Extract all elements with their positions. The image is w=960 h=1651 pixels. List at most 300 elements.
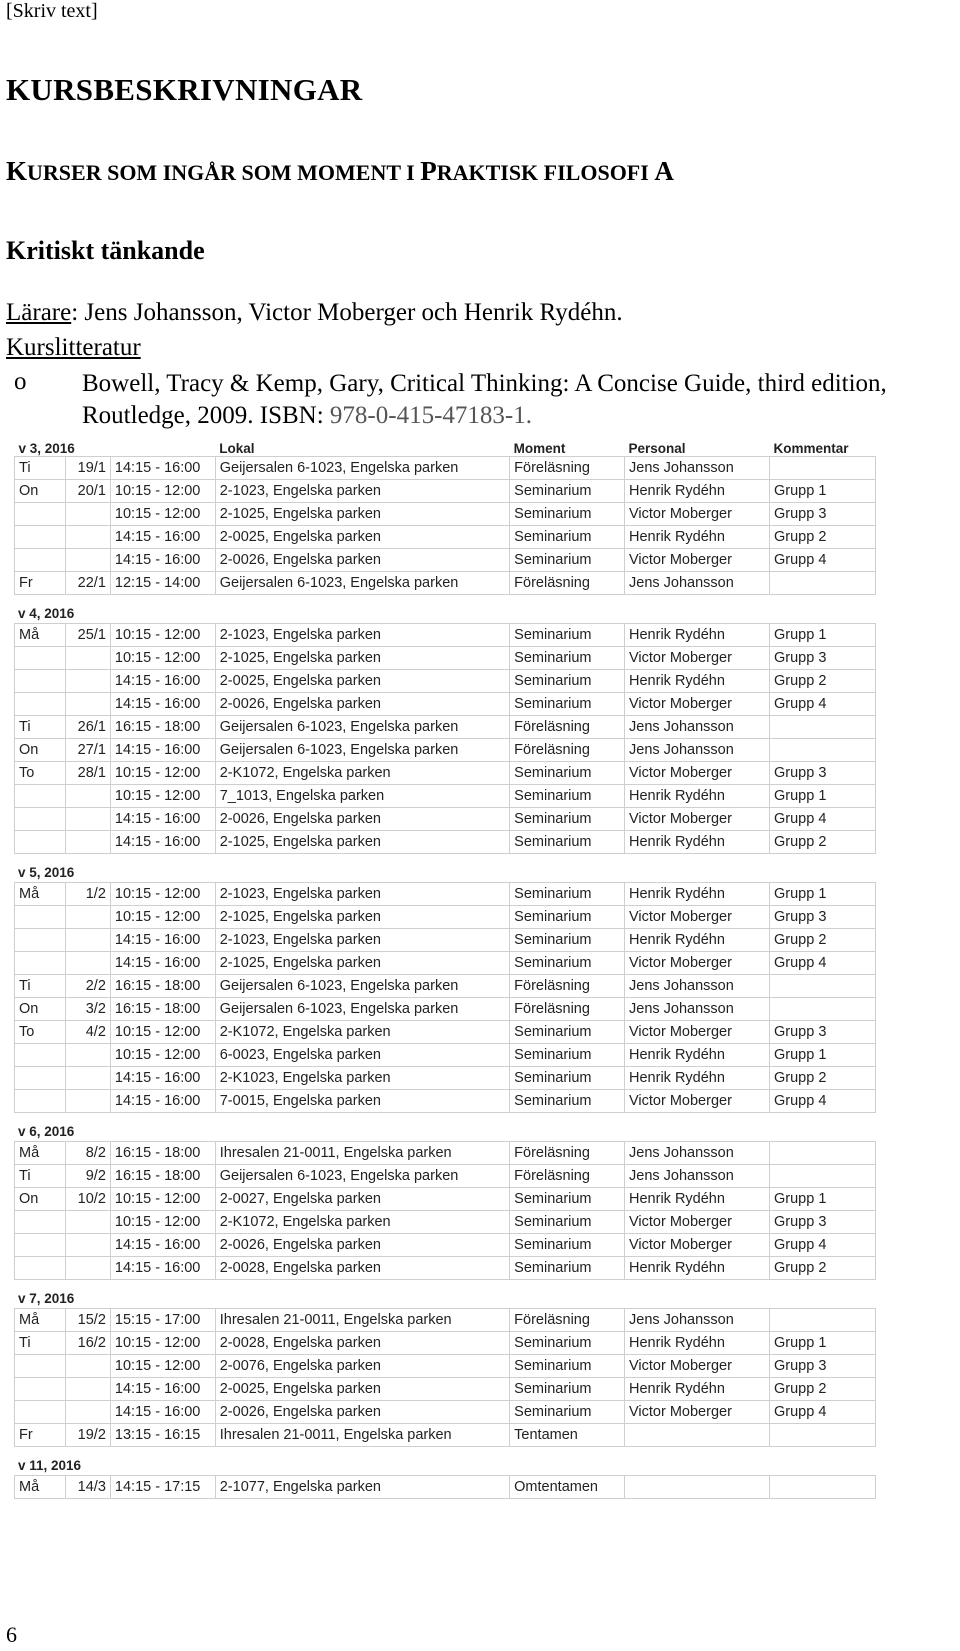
cell-staff: Jens Johansson xyxy=(625,1142,770,1165)
cell-room: 6-0023, Engelska parken xyxy=(215,1044,509,1067)
cell-time: 14:15 - 16:00 xyxy=(110,1401,215,1424)
table-row xyxy=(15,1378,876,1401)
cell-time: 14:15 - 16:00 xyxy=(110,1067,215,1090)
cell-comment: Grupp 2 xyxy=(770,831,876,854)
cell-staff: Victor Moberger xyxy=(625,503,770,526)
cell-time: 16:15 - 18:00 xyxy=(110,716,215,739)
cell-staff: Henrik Rydéhn xyxy=(625,1257,770,1280)
table-row xyxy=(15,647,876,670)
cell-time: 16:15 - 18:00 xyxy=(110,1165,215,1188)
cell-room: Ihresalen 21-0011, Engelska parken xyxy=(215,1309,509,1332)
subtitle-initial-k: K xyxy=(6,156,28,186)
cell-comment: Grupp 2 xyxy=(770,526,876,549)
cell-room: Geijersalen 6-1023, Engelska parken xyxy=(215,716,509,739)
cell-room: 2-1025, Engelska parken xyxy=(215,503,509,526)
header-cell: v 3, 2016 xyxy=(18,440,75,456)
cell-time: 16:15 - 18:00 xyxy=(110,1142,215,1165)
cell-room: Geijersalen 6-1023, Engelska parken xyxy=(215,457,509,480)
table-row xyxy=(15,998,876,1021)
cell-date xyxy=(66,1044,111,1067)
table-row xyxy=(15,1165,876,1188)
cell-room: 2-K1023, Engelska parken xyxy=(215,1067,509,1090)
cell-staff: Victor Moberger xyxy=(625,1090,770,1113)
header-cell: Kommentar xyxy=(773,440,849,456)
table-row xyxy=(15,526,876,549)
cell-staff: Henrik Rydéhn xyxy=(625,526,770,549)
subtitle-initial-a: A xyxy=(654,156,674,186)
table-row xyxy=(15,480,876,503)
cell-staff: Victor Moberger xyxy=(625,952,770,975)
cell-comment xyxy=(770,1142,876,1165)
header-row xyxy=(15,440,876,457)
cell-time: 14:15 - 16:00 xyxy=(110,1090,215,1113)
cell-day: To xyxy=(15,762,66,785)
table-row xyxy=(15,831,876,854)
table-row xyxy=(15,693,876,716)
page-title: KURSBESKRIVNINGAR xyxy=(6,72,363,107)
cell-time: 12:15 - 14:00 xyxy=(110,572,215,595)
course-name: Kritiskt tänkande xyxy=(6,236,205,265)
cell-comment: Grupp 1 xyxy=(770,785,876,808)
cell-day: Ti xyxy=(15,716,66,739)
cell-room: 2-1025, Engelska parken xyxy=(215,647,509,670)
cell-time: 15:15 - 17:00 xyxy=(110,1309,215,1332)
cell-date: 26/1 xyxy=(66,716,111,739)
header-cell: Lokal xyxy=(219,440,255,456)
cell-date: 2/2 xyxy=(66,975,111,998)
cell-staff: Henrik Rydéhn xyxy=(625,785,770,808)
cell-staff: Victor Moberger xyxy=(625,693,770,716)
cell-staff: Jens Johansson xyxy=(625,1165,770,1188)
cell-comment xyxy=(770,457,876,480)
cell-day: Ti xyxy=(15,1332,66,1355)
cell-time: 10:15 - 12:00 xyxy=(110,624,215,647)
cell-room: 2-0026, Engelska parken xyxy=(215,549,509,572)
table-row xyxy=(15,624,876,647)
cell-moment: Seminarium xyxy=(510,952,625,975)
cell-day: Må xyxy=(15,883,66,906)
cell-day xyxy=(15,1355,66,1378)
cell-moment: Föreläsning xyxy=(510,716,625,739)
week-table xyxy=(14,1308,876,1447)
cell-moment: Seminarium xyxy=(510,883,625,906)
cell-date xyxy=(66,929,111,952)
cell-room: Geijersalen 6-1023, Engelska parken xyxy=(215,1165,509,1188)
cell-date: 19/1 xyxy=(66,457,111,480)
cell-room: Ihresalen 21-0011, Engelska parken xyxy=(215,1142,509,1165)
cell-moment: Seminarium xyxy=(510,1067,625,1090)
table-row xyxy=(15,1332,876,1355)
cell-date xyxy=(66,549,111,572)
schedule xyxy=(14,440,876,1499)
cell-room: 2-K1072, Engelska parken xyxy=(215,762,509,785)
table-row xyxy=(15,503,876,526)
cell-staff: Victor Moberger xyxy=(625,1211,770,1234)
cell-date xyxy=(66,693,111,716)
cell-moment: Föreläsning xyxy=(510,572,625,595)
cell-time: 16:15 - 18:00 xyxy=(110,975,215,998)
subtitle-part-1: URSER SOM INGÅR SOM MOMENT I xyxy=(27,160,421,185)
cell-staff: Victor Moberger xyxy=(625,808,770,831)
cell-time: 14:15 - 16:00 xyxy=(110,693,215,716)
cell-time: 16:15 - 18:00 xyxy=(110,998,215,1021)
cell-day: Må xyxy=(15,1142,66,1165)
cell-staff xyxy=(625,1476,770,1499)
table-row xyxy=(15,785,876,808)
cell-moment: Föreläsning xyxy=(510,739,625,762)
table-row xyxy=(15,883,876,906)
section-subtitle xyxy=(6,156,674,187)
cell-day xyxy=(15,929,66,952)
cell-moment: Seminarium xyxy=(510,906,625,929)
cell-comment: Grupp 1 xyxy=(770,1044,876,1067)
cell-room: 7-0015, Engelska parken xyxy=(215,1090,509,1113)
week-label: v 6, 2016 xyxy=(18,1124,75,1139)
cell-day: Ti xyxy=(15,1165,66,1188)
cell-moment: Seminarium xyxy=(510,762,625,785)
cell-staff: Jens Johansson xyxy=(625,739,770,762)
subtitle-initial-p: P xyxy=(420,156,437,186)
cell-comment: Grupp 4 xyxy=(770,808,876,831)
literature-entry xyxy=(82,368,957,432)
cell-moment: Omtentamen xyxy=(510,1476,625,1499)
table-row xyxy=(15,1355,876,1378)
cell-staff: Jens Johansson xyxy=(625,998,770,1021)
cell-date xyxy=(66,647,111,670)
cell-time: 14:15 - 16:00 xyxy=(110,1234,215,1257)
cell-day xyxy=(15,1234,66,1257)
table-row xyxy=(15,1142,876,1165)
cell-date: 4/2 xyxy=(66,1021,111,1044)
cell-room: 2-0028, Engelska parken xyxy=(215,1257,509,1280)
literature-isbn: 978-0-415-47183-1. xyxy=(329,402,532,429)
cell-date xyxy=(66,785,111,808)
cell-time: 10:15 - 12:00 xyxy=(110,906,215,929)
cell-comment: Grupp 3 xyxy=(770,503,876,526)
cell-comment: Grupp 2 xyxy=(770,1378,876,1401)
cell-comment: Grupp 3 xyxy=(770,1355,876,1378)
cell-date xyxy=(66,906,111,929)
week-table xyxy=(14,882,876,1113)
cell-comment: Grupp 4 xyxy=(770,1234,876,1257)
cell-comment: Grupp 1 xyxy=(770,624,876,647)
cell-comment: Grupp 3 xyxy=(770,1021,876,1044)
cell-moment: Seminarium xyxy=(510,1188,625,1211)
cell-comment: Grupp 1 xyxy=(770,480,876,503)
cell-day: Ti xyxy=(15,457,66,480)
cell-day: On xyxy=(15,739,66,762)
cell-date: 3/2 xyxy=(66,998,111,1021)
literature-text: Bowell, Tracy & Kemp, Gary, Critical Thinking: A Concise Guide, third edition, Routledge, 2009. ISBN: xyxy=(82,370,887,429)
cell-comment: Grupp 2 xyxy=(770,1257,876,1280)
cell-date xyxy=(66,670,111,693)
cell-day: On xyxy=(15,480,66,503)
cell-time: 10:15 - 12:00 xyxy=(110,1211,215,1234)
cell-room: 2-0025, Engelska parken xyxy=(215,670,509,693)
cell-room: 2-1025, Engelska parken xyxy=(215,831,509,854)
table-row xyxy=(15,549,876,572)
cell-moment: Föreläsning xyxy=(510,457,625,480)
cell-day: On xyxy=(15,1188,66,1211)
cell-room: Geijersalen 6-1023, Engelska parken xyxy=(215,998,509,1021)
cell-moment: Seminarium xyxy=(510,480,625,503)
cell-day: To xyxy=(15,1021,66,1044)
cell-comment: Grupp 1 xyxy=(770,883,876,906)
cell-moment: Seminarium xyxy=(510,1234,625,1257)
cell-date: 14/3 xyxy=(66,1476,111,1499)
cell-date: 25/1 xyxy=(66,624,111,647)
cell-time: 10:15 - 12:00 xyxy=(110,1044,215,1067)
teachers-label: Lärare xyxy=(6,299,72,326)
cell-day: Må xyxy=(15,1476,66,1499)
cell-day xyxy=(15,831,66,854)
cell-comment: Grupp 3 xyxy=(770,647,876,670)
cell-room: 2-1023, Engelska parken xyxy=(215,624,509,647)
cell-moment: Seminarium xyxy=(510,503,625,526)
cell-moment: Seminarium xyxy=(510,624,625,647)
cell-comment: Grupp 1 xyxy=(770,1332,876,1355)
table-row xyxy=(15,739,876,762)
cell-room: Ihresalen 21-0011, Engelska parken xyxy=(215,1424,509,1447)
cell-room: 2-1023, Engelska parken xyxy=(215,480,509,503)
cell-moment: Seminarium xyxy=(510,1378,625,1401)
table-row xyxy=(15,906,876,929)
cell-moment: Seminarium xyxy=(510,526,625,549)
cell-staff: Henrik Rydéhn xyxy=(625,1188,770,1211)
cell-room: 2-0026, Engelska parken xyxy=(215,1234,509,1257)
cell-date xyxy=(66,526,111,549)
cell-comment: Grupp 3 xyxy=(770,1211,876,1234)
cell-staff: Henrik Rydéhn xyxy=(625,1378,770,1401)
cell-moment: Föreläsning xyxy=(510,975,625,998)
week-label: v 5, 2016 xyxy=(18,865,75,880)
cell-staff: Jens Johansson xyxy=(625,716,770,739)
cell-date xyxy=(66,952,111,975)
cell-staff: Jens Johansson xyxy=(625,457,770,480)
week-label: v 4, 2016 xyxy=(18,606,75,621)
cell-comment: Grupp 2 xyxy=(770,1067,876,1090)
cell-room: 2-1077, Engelska parken xyxy=(215,1476,509,1499)
cell-day xyxy=(15,1090,66,1113)
week-table xyxy=(14,623,876,854)
cell-day: Må xyxy=(15,1309,66,1332)
cell-staff xyxy=(625,1424,770,1447)
cell-comment: Grupp 1 xyxy=(770,1188,876,1211)
cell-room: 2-K1072, Engelska parken xyxy=(215,1021,509,1044)
cell-comment xyxy=(770,739,876,762)
cell-staff: Henrik Rydéhn xyxy=(625,480,770,503)
cell-date: 15/2 xyxy=(66,1309,111,1332)
cell-staff: Henrik Rydéhn xyxy=(625,670,770,693)
cell-date xyxy=(66,1067,111,1090)
cell-comment xyxy=(770,1424,876,1447)
cell-day xyxy=(15,503,66,526)
cell-date: 9/2 xyxy=(66,1165,111,1188)
cell-comment xyxy=(770,716,876,739)
table-row xyxy=(15,1021,876,1044)
cell-day xyxy=(15,906,66,929)
cell-comment xyxy=(770,1165,876,1188)
cell-date xyxy=(66,1211,111,1234)
cell-moment: Föreläsning xyxy=(510,1309,625,1332)
cell-time: 14:15 - 16:00 xyxy=(110,526,215,549)
cell-time: 13:15 - 16:15 xyxy=(110,1424,215,1447)
cell-date: 16/2 xyxy=(66,1332,111,1355)
cell-comment xyxy=(770,1309,876,1332)
table-row xyxy=(15,975,876,998)
cell-time: 10:15 - 12:00 xyxy=(110,480,215,503)
table-row xyxy=(15,952,876,975)
cell-moment: Seminarium xyxy=(510,785,625,808)
cell-date: 27/1 xyxy=(66,739,111,762)
cell-moment: Seminarium xyxy=(510,1257,625,1280)
cell-room: 2-0026, Engelska parken xyxy=(215,808,509,831)
cell-moment: Seminarium xyxy=(510,1401,625,1424)
table-row xyxy=(15,1067,876,1090)
cell-moment: Tentamen xyxy=(510,1424,625,1447)
cell-time: 10:15 - 12:00 xyxy=(110,1355,215,1378)
cell-staff: Victor Moberger xyxy=(625,906,770,929)
cell-moment: Föreläsning xyxy=(510,1142,625,1165)
week-table xyxy=(14,440,876,595)
cell-time: 14:15 - 16:00 xyxy=(110,831,215,854)
literature-title: Kurslitteratur xyxy=(6,334,141,361)
cell-staff: Henrik Rydéhn xyxy=(625,624,770,647)
cell-staff: Victor Moberger xyxy=(625,762,770,785)
week-label: v 11, 2016 xyxy=(18,1458,82,1473)
table-row xyxy=(15,1424,876,1447)
cell-day: On xyxy=(15,998,66,1021)
header-cell: Personal xyxy=(628,440,686,456)
cell-day xyxy=(15,785,66,808)
cell-room: 7_1013, Engelska parken xyxy=(215,785,509,808)
cell-moment: Seminarium xyxy=(510,1355,625,1378)
table-row xyxy=(15,1401,876,1424)
cell-staff: Victor Moberger xyxy=(625,549,770,572)
cell-moment: Seminarium xyxy=(510,929,625,952)
cell-staff: Henrik Rydéhn xyxy=(625,1044,770,1067)
cell-date xyxy=(66,1257,111,1280)
cell-moment: Seminarium xyxy=(510,647,625,670)
table-row xyxy=(15,1211,876,1234)
cell-room: 2-0028, Engelska parken xyxy=(215,1332,509,1355)
table-row xyxy=(15,670,876,693)
cell-comment: Grupp 4 xyxy=(770,952,876,975)
cell-time: 14:15 - 16:00 xyxy=(110,1257,215,1280)
cell-comment: Grupp 3 xyxy=(770,906,876,929)
cell-moment: Seminarium xyxy=(510,808,625,831)
table-row xyxy=(15,762,876,785)
cell-day: Ti xyxy=(15,975,66,998)
cell-room: Geijersalen 6-1023, Engelska parken xyxy=(215,572,509,595)
cell-room: 2-0076, Engelska parken xyxy=(215,1355,509,1378)
cell-staff: Victor Moberger xyxy=(625,1021,770,1044)
cell-room: 2-K1072, Engelska parken xyxy=(215,1211,509,1234)
cell-day: Må xyxy=(15,624,66,647)
cell-staff: Henrik Rydéhn xyxy=(625,831,770,854)
cell-time: 14:15 - 16:00 xyxy=(110,457,215,480)
cell-staff: Jens Johansson xyxy=(625,975,770,998)
cell-moment: Seminarium xyxy=(510,1090,625,1113)
cell-date xyxy=(66,1234,111,1257)
cell-moment: Seminarium xyxy=(510,831,625,854)
cell-time: 14:15 - 16:00 xyxy=(110,549,215,572)
cell-comment: Grupp 2 xyxy=(770,929,876,952)
teachers-line xyxy=(6,299,623,327)
literature-bullet: o xyxy=(14,368,27,395)
table-row xyxy=(15,1309,876,1332)
cell-date xyxy=(66,1355,111,1378)
cell-date xyxy=(66,1090,111,1113)
table-row xyxy=(15,808,876,831)
cell-room: Geijersalen 6-1023, Engelska parken xyxy=(215,739,509,762)
cell-moment: Seminarium xyxy=(510,670,625,693)
cell-day: Fr xyxy=(15,572,66,595)
cell-time: 10:15 - 12:00 xyxy=(110,647,215,670)
cell-date xyxy=(66,808,111,831)
cell-time: 10:15 - 12:00 xyxy=(110,1332,215,1355)
cell-day xyxy=(15,1257,66,1280)
cell-room: 2-1023, Engelska parken xyxy=(215,929,509,952)
cell-moment: Seminarium xyxy=(510,1211,625,1234)
cell-day xyxy=(15,1067,66,1090)
cell-room: 2-0025, Engelska parken xyxy=(215,526,509,549)
cell-staff: Jens Johansson xyxy=(625,1309,770,1332)
cell-comment xyxy=(770,1476,876,1499)
cell-moment: Seminarium xyxy=(510,1044,625,1067)
table-row xyxy=(15,572,876,595)
cell-comment: Grupp 2 xyxy=(770,670,876,693)
cell-staff: Victor Moberger xyxy=(625,1401,770,1424)
table-row xyxy=(15,1257,876,1280)
cell-comment: Grupp 3 xyxy=(770,762,876,785)
cell-room: 2-0027, Engelska parken xyxy=(215,1188,509,1211)
cell-room: 2-0026, Engelska parken xyxy=(215,1401,509,1424)
cell-time: 14:15 - 16:00 xyxy=(110,929,215,952)
cell-date: 19/2 xyxy=(66,1424,111,1447)
cell-date: 8/2 xyxy=(66,1142,111,1165)
table-row xyxy=(15,1090,876,1113)
cell-room: 2-0025, Engelska parken xyxy=(215,1378,509,1401)
cell-time: 14:15 - 16:00 xyxy=(110,808,215,831)
week-table xyxy=(14,1141,876,1280)
cell-time: 10:15 - 12:00 xyxy=(110,1021,215,1044)
cell-time: 14:15 - 17:15 xyxy=(110,1476,215,1499)
cell-time: 14:15 - 16:00 xyxy=(110,739,215,762)
cell-date: 1/2 xyxy=(66,883,111,906)
cell-staff: Henrik Rydéhn xyxy=(625,929,770,952)
cell-staff: Victor Moberger xyxy=(625,1234,770,1257)
cell-day xyxy=(15,693,66,716)
header-cell: Moment xyxy=(513,440,566,456)
cell-room: 2-1025, Engelska parken xyxy=(215,952,509,975)
cell-date xyxy=(66,503,111,526)
cell-staff: Victor Moberger xyxy=(625,647,770,670)
cell-date: 20/1 xyxy=(66,480,111,503)
cell-day xyxy=(15,1378,66,1401)
cell-moment: Seminarium xyxy=(510,1332,625,1355)
table-row xyxy=(15,457,876,480)
cell-day xyxy=(15,808,66,831)
cell-comment: Grupp 4 xyxy=(770,1401,876,1424)
cell-moment: Föreläsning xyxy=(510,1165,625,1188)
table-row xyxy=(15,1234,876,1257)
cell-date: 10/2 xyxy=(66,1188,111,1211)
cell-staff: Henrik Rydéhn xyxy=(625,1067,770,1090)
cell-day xyxy=(15,670,66,693)
cell-day xyxy=(15,1044,66,1067)
table-row xyxy=(15,929,876,952)
